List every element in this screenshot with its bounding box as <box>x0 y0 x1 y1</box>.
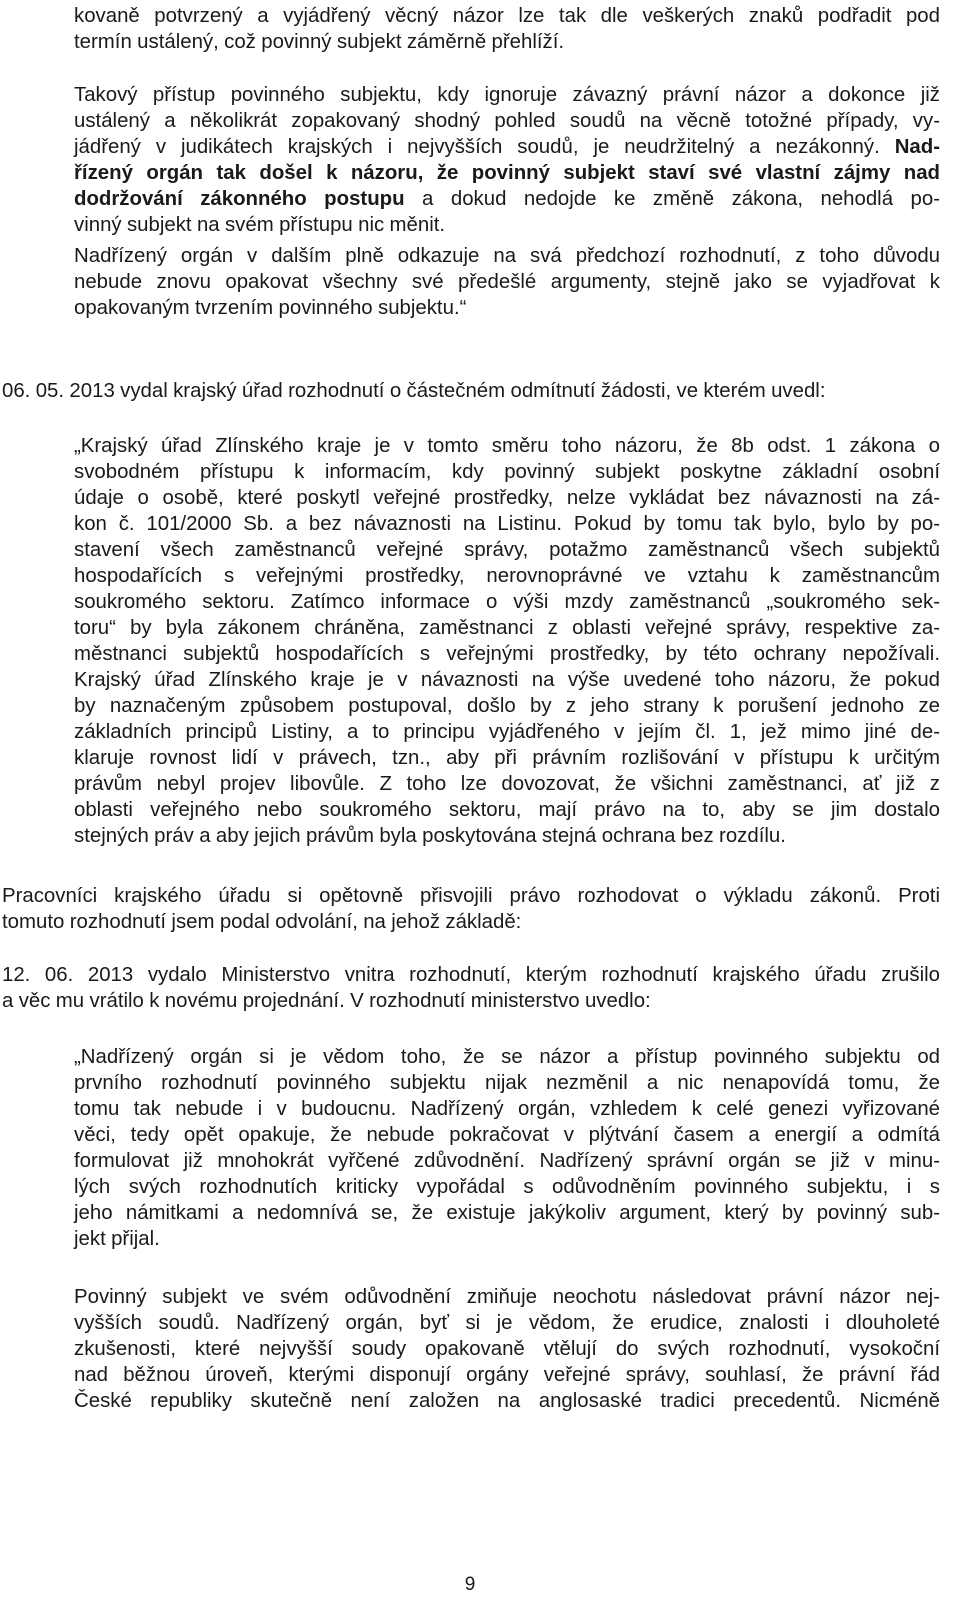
text-line: formulovat již mnohokrát vyřčené zdůvodnění. Nadřízený správní orgán se již v minu- <box>74 1150 940 1172</box>
text-line: by naznačeným způsobem postupoval, došlo by z jeho strany k porušení jednoho ze <box>74 695 940 717</box>
text-segment: jádřený v judikátech krajských i nejvyšších soudů, je neudržitelný a nezákonný. <box>74 136 895 158</box>
paragraph-6 <box>2 883 940 935</box>
text-line: lých svých rozhodnutích kriticky vypořádal s odůvodněním povinného subjektu, i s <box>74 1176 940 1198</box>
text-line: právům nebyl projev libovůle. Z toho lze dovozovat, že všichni zaměstnanci, ať již z <box>74 773 940 795</box>
text-line: 12. 06. 2013 vydalo Ministerstvo vnitra rozhodnutí, kterým rozhodnutí krajského úřadu zrušilo <box>2 964 940 986</box>
paragraph-8-quote <box>74 1044 940 1252</box>
text-line: tomu tak nebude i v budoucnu. Nadřízený orgán, vzhledem k celé genezi vyřizované <box>74 1098 940 1120</box>
text-line: nebude znovu opakovat všechny své předešlé argumenty, stejně jako se vyjadřovat k <box>74 271 940 293</box>
text-line: stavení všech zaměstnanců veřejné správy, potažmo zaměstnanců všech subjektů <box>74 539 940 561</box>
text-line: ustálený a několikrát zopakovaný shodný pohled soudů na věcně totožné případy, vy- <box>74 110 940 132</box>
text-line: svobodném přístupu k informacím, kdy povinný subjekt poskytne základní osobní <box>74 461 940 483</box>
text-line: jekt přijal. <box>74 1228 160 1250</box>
text-line: „Nadřízený orgán si je vědom toho, že se názor a přístup povinného subjektu od <box>74 1046 940 1068</box>
text-line: prvního rozhodnutí povinného subjektu nijak nezměnil a nic nenapovídá tomu, že <box>74 1072 940 1094</box>
paragraph-3 <box>74 243 940 321</box>
text-line: tomuto rozhodnutí jsem podal odvolání, na jehož základě: <box>2 911 522 933</box>
text-line: vyšších soudů. Nadřízený orgán, byť si je vědom, že erudice, znalosti i dlouholeté <box>74 1312 940 1334</box>
text-line <box>74 186 940 212</box>
text-line: toru“ by byla zákonem chráněna, zaměstnanci z oblasti veřejné správy, respektive za- <box>74 617 940 639</box>
text-line: údaje o osobě, které poskytl veřejné prostředky, nelze vykládat bez návaznosti na zá- <box>74 487 940 509</box>
text-line: klaruje rovnost lidí v právech, tzn., aby při právním rozlišování v přístupu k určitým <box>74 747 940 769</box>
text-line: zkušenosti, které nejvyšší soudy opakovaně vtělují do svých rozhodnutí, vysokoční <box>74 1338 940 1360</box>
text-line: Krajský úřad Zlínského kraje je v návaznosti na výše uvedené toho názoru, že pokud <box>74 669 940 691</box>
text-line: nad běžnou úroveň, kterými disponují orgány veřejné správy, souhlasí, že právní řád <box>74 1364 940 1386</box>
text-segment: a dokud nedojde ke změně zákona, nehodlá po- <box>404 188 940 210</box>
page-number: 9 <box>464 1574 476 1595</box>
text-segment-bold: dodržování zákonného postupu <box>74 188 405 210</box>
text-line: kon č. 101/2000 Sb. a bez návaznosti na Listinu. Pokud by tomu tak bylo, bylo by po- <box>74 513 940 535</box>
text-line: „Krajský úřad Zlínského kraje je v tomto směru toho názoru, že 8b odst. 1 zákona o <box>74 435 940 457</box>
paragraph-5-quote <box>74 433 940 849</box>
paragraph-4 <box>2 378 940 404</box>
text-line: oblasti veřejného nebo soukromého sektoru, mají právo na to, aby se jim dostalo <box>74 799 940 821</box>
text-line <box>74 134 940 160</box>
text-line: Takový přístup povinného subjektu, kdy ignoruje závazný právní názor a dokonce již <box>74 84 940 106</box>
text-line-bold: řízený orgán tak došel k názoru, že povinný subjekt staví své vlastní zájmy nad <box>74 162 940 184</box>
text-line: hospodařících s veřejnými prostředky, nerovnoprávné ve vztahu k zaměstnancům <box>74 565 940 587</box>
text-segment-bold: Nad- <box>894 136 940 158</box>
text-line: České republiky skutečně není založen na anglosaské tradici precedentů. Nicméně <box>74 1390 940 1412</box>
text-line: Povinný subjekt ve svém odůvodnění zmiňuje neochotu následovat právní názor nej- <box>74 1286 940 1308</box>
text-line: Pracovníci krajského úřadu si opětovně přisvojili právo rozhodovat o výkladu zákonů. Proti <box>2 885 940 907</box>
text-line: městnanci subjektů hospodařících s veřejnými prostředky, by této ochrany nepožívali. <box>74 643 940 665</box>
paragraph-7 <box>2 962 940 1014</box>
text-line: opakovaným tvrzením povinného subjektu.“ <box>74 297 467 319</box>
text-line: kovaně potvrzený a vyjádřený věcný názor lze tak dle veškerých znaků podřadit pod <box>74 5 940 27</box>
text-line: Nadřízený orgán v dalším plně odkazuje na svá předchozí rozhodnutí, z toho důvodu <box>74 245 940 267</box>
text-line: základních principů Listiny, a to principu vyjádřeného v jejím čl. 1, jež mimo jiné de- <box>74 721 940 743</box>
text-line: vinný subjekt na svém přístupu nic měnit. <box>74 214 446 236</box>
text-line: a věc mu vrátilo k novému projednání. V rozhodnutí ministerstvo uvedlo: <box>2 990 651 1012</box>
text-line: termín ustálený, což povinný subjekt záměrně přehlíží. <box>74 31 565 53</box>
text-line: věci, tedy opět opakuje, že nebude pokračovat v plýtvání časem a energií a odmítá <box>74 1124 940 1146</box>
text-line: soukromého sektoru. Zatímco informace o výši mzdy zaměstnanců „soukromého sek- <box>74 591 940 613</box>
text-line: stejných práv a aby jejich právům byla poskytována stejná ochrana bez rozdílu. <box>74 825 786 847</box>
paragraph-2 <box>74 82 940 238</box>
text-line: 06. 05. 2013 vydal krajský úřad rozhodnutí o částečném odmítnutí žádosti, ve kterém uvedl: <box>2 380 826 402</box>
text-line: jeho námitkami a nedomnívá se, že existuje jakýkoliv argument, který by povinný sub- <box>74 1202 940 1224</box>
paragraph-9 <box>74 1284 940 1414</box>
paragraph-1 <box>74 3 940 55</box>
